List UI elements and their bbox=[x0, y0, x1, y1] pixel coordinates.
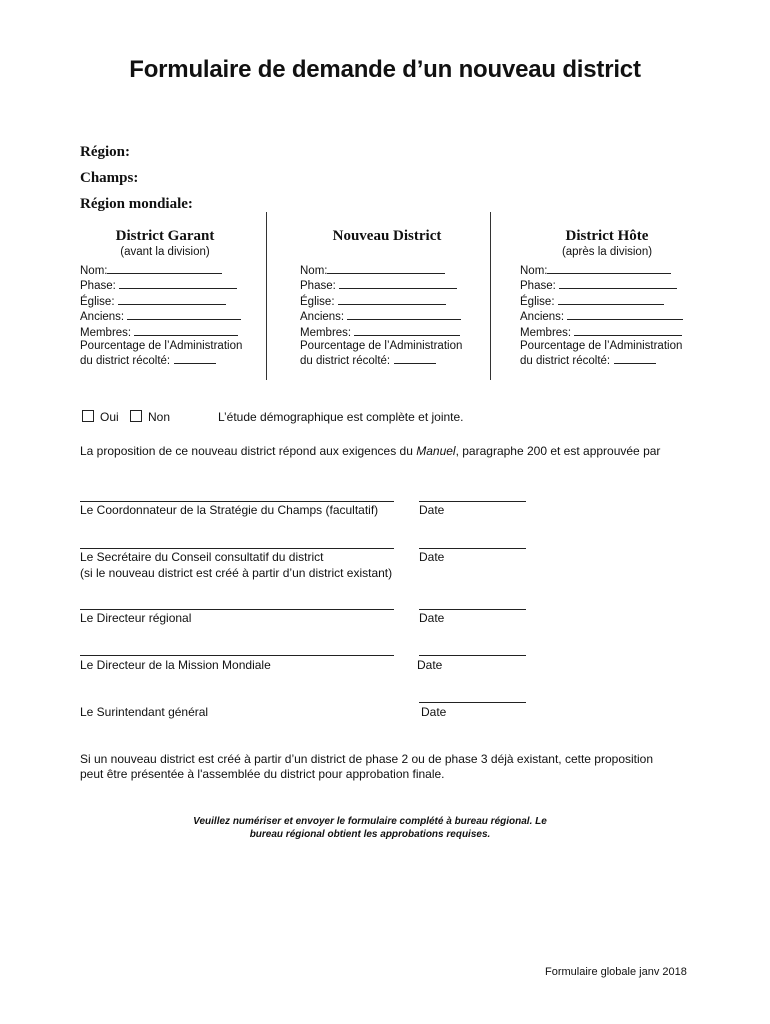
eglise-field[interactable]: Église: bbox=[520, 294, 702, 309]
date-label: Date bbox=[417, 658, 443, 672]
column-heading: District Garant bbox=[115, 228, 215, 244]
anciens-field[interactable]: Anciens: bbox=[80, 309, 260, 324]
signature-role: Le Directeur régional bbox=[80, 611, 192, 625]
footer-text: Formulaire globale janv 2018 bbox=[545, 966, 687, 978]
signature-role: Le Surintendant général bbox=[80, 705, 209, 719]
final-paragraph-line-1: Si un nouveau district est créé à partir d’un district de phase 2 ou de phase 3 déjà existant, cette proposition bbox=[80, 752, 654, 766]
column-subheading bbox=[292, 246, 482, 260]
instruction-note-line-2: bureau régional obtient les approbations requises. bbox=[249, 829, 491, 840]
oui-checkbox[interactable] bbox=[82, 410, 94, 422]
nom-field[interactable]: Nom: bbox=[300, 263, 482, 278]
phase-field[interactable]: Phase: bbox=[520, 278, 702, 293]
column-subheading: (après la division) bbox=[561, 246, 653, 258]
membres-field[interactable]: Membres: bbox=[520, 325, 702, 340]
nom-field[interactable]: Nom: bbox=[520, 263, 702, 278]
signature-role-note: (si le nouveau district est créé à partir d’un district existant) bbox=[80, 566, 393, 580]
nom-field[interactable]: Nom: bbox=[80, 263, 260, 278]
membres-field[interactable]: Membres: bbox=[80, 325, 260, 340]
pourcentage-field[interactable]: du district récolté: bbox=[520, 353, 702, 368]
non-label: Non bbox=[148, 410, 171, 424]
date-label: Date bbox=[419, 611, 445, 625]
instruction-note-line-1: Veuillez numériser et envoyer le formulaire complété à bureau régional. Le bbox=[193, 816, 547, 827]
signature-role: Le Coordonnateur de la Stratégie du Champs (facultatif) bbox=[80, 503, 379, 517]
signature-role: Le Directeur de la Mission Mondiale bbox=[80, 658, 271, 672]
signature-line[interactable] bbox=[80, 655, 394, 656]
anciens-field[interactable]: Anciens: bbox=[300, 309, 482, 324]
column-divider bbox=[490, 212, 491, 380]
pourcentage-label: Pourcentage de l’Administration bbox=[520, 340, 683, 353]
final-paragraph-line-2: peut être présentée à l'assemblée du district pour approbation finale. bbox=[80, 767, 445, 781]
etude-text: L’étude démographique est complète et jointe. bbox=[218, 410, 464, 424]
pourcentage-label: Pourcentage de l’Administration bbox=[300, 340, 463, 353]
date-line[interactable] bbox=[419, 548, 526, 549]
date-label: Date bbox=[419, 550, 445, 564]
phase-field[interactable]: Phase: bbox=[80, 278, 260, 293]
signature-line[interactable] bbox=[80, 609, 394, 610]
nouveau-district-column bbox=[292, 228, 482, 369]
district-garant-column bbox=[70, 228, 260, 369]
non-checkbox-row[interactable] bbox=[130, 410, 170, 424]
region-mondiale-label: Région mondiale: bbox=[80, 196, 193, 212]
proposition-text: La proposition de ce nouveau district répond aux exigences du Manuel, paragraphe 200 et est approuvée par bbox=[80, 444, 661, 458]
phase-field[interactable]: Phase: bbox=[300, 278, 482, 293]
champs-label: Champs: bbox=[80, 170, 139, 186]
column-divider bbox=[266, 212, 267, 380]
membres-field[interactable]: Membres: bbox=[300, 325, 482, 340]
oui-checkbox-row[interactable] bbox=[82, 410, 119, 424]
page-title: Formulaire de demande d’un nouveau district bbox=[129, 56, 641, 83]
pourcentage-label: Pourcentage de l’Administration bbox=[80, 340, 243, 353]
date-line[interactable] bbox=[419, 609, 526, 610]
signature-line[interactable] bbox=[80, 548, 394, 549]
column-heading: Nouveau District bbox=[332, 228, 442, 244]
date-line[interactable] bbox=[419, 702, 526, 703]
region-label: Région: bbox=[80, 144, 130, 160]
non-checkbox[interactable] bbox=[130, 410, 142, 422]
column-subheading: (avant la division) bbox=[120, 246, 210, 258]
date-label: Date bbox=[419, 503, 445, 517]
pourcentage-field[interactable]: du district récolté: bbox=[300, 353, 482, 368]
signature-line[interactable] bbox=[80, 501, 394, 502]
oui-label: Oui bbox=[100, 410, 119, 424]
eglise-field[interactable]: Église: bbox=[80, 294, 260, 309]
column-heading: District Hôte bbox=[565, 228, 649, 244]
signature-role: Le Secrétaire du Conseil consultatif du district bbox=[80, 550, 324, 564]
eglise-field[interactable]: Église: bbox=[300, 294, 482, 309]
anciens-field[interactable]: Anciens: bbox=[520, 309, 702, 324]
pourcentage-field[interactable]: du district récolté: bbox=[80, 353, 260, 368]
date-line[interactable] bbox=[419, 655, 526, 656]
district-hote-column bbox=[512, 228, 702, 369]
date-line[interactable] bbox=[419, 501, 526, 502]
manual-reference: Manuel bbox=[416, 444, 456, 458]
date-label: Date bbox=[421, 705, 447, 719]
